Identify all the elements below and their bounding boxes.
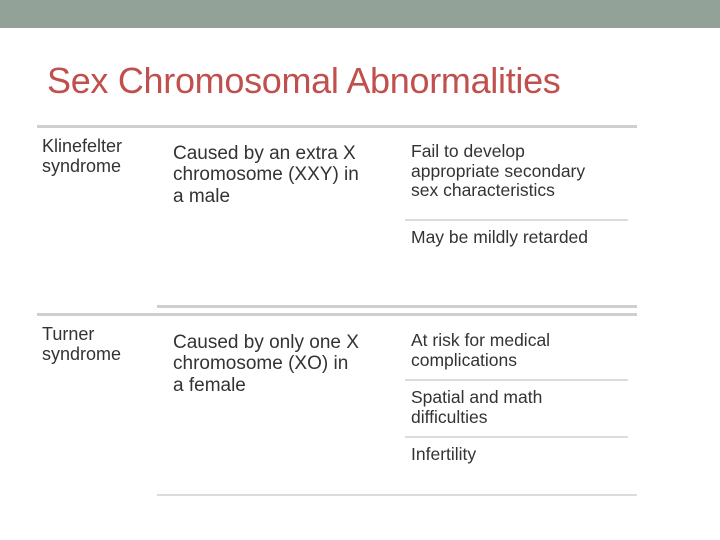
condition-effect: Fail to develop appropriate secondary sex characteristics [411, 141, 586, 201]
effect-divider [405, 219, 628, 221]
table-top-rule [37, 125, 637, 128]
effect-divider [405, 379, 628, 381]
condition-effect: Infertility [411, 444, 477, 464]
table-bottom-rule [157, 494, 637, 496]
condition-effect: May be mildly retarded [411, 227, 589, 247]
condition-name: Turner syndrome [42, 324, 122, 365]
condition-effect: At risk for medical complications [411, 330, 551, 370]
effect-divider [405, 436, 628, 438]
row-divider-upper [157, 305, 637, 308]
condition-cause: Caused by only one X chromosome (XO) in a female [173, 332, 359, 396]
condition-effect: Spatial and math difficulties [411, 387, 543, 427]
header-bar [0, 0, 720, 28]
slide-title: Sex Chromosomal Abnormalities [47, 60, 561, 101]
condition-name: Klinefelter syndrome [42, 136, 123, 177]
row-divider-lower [37, 313, 637, 316]
condition-cause: Caused by an extra X chromosome (XXY) in a male [173, 143, 359, 207]
